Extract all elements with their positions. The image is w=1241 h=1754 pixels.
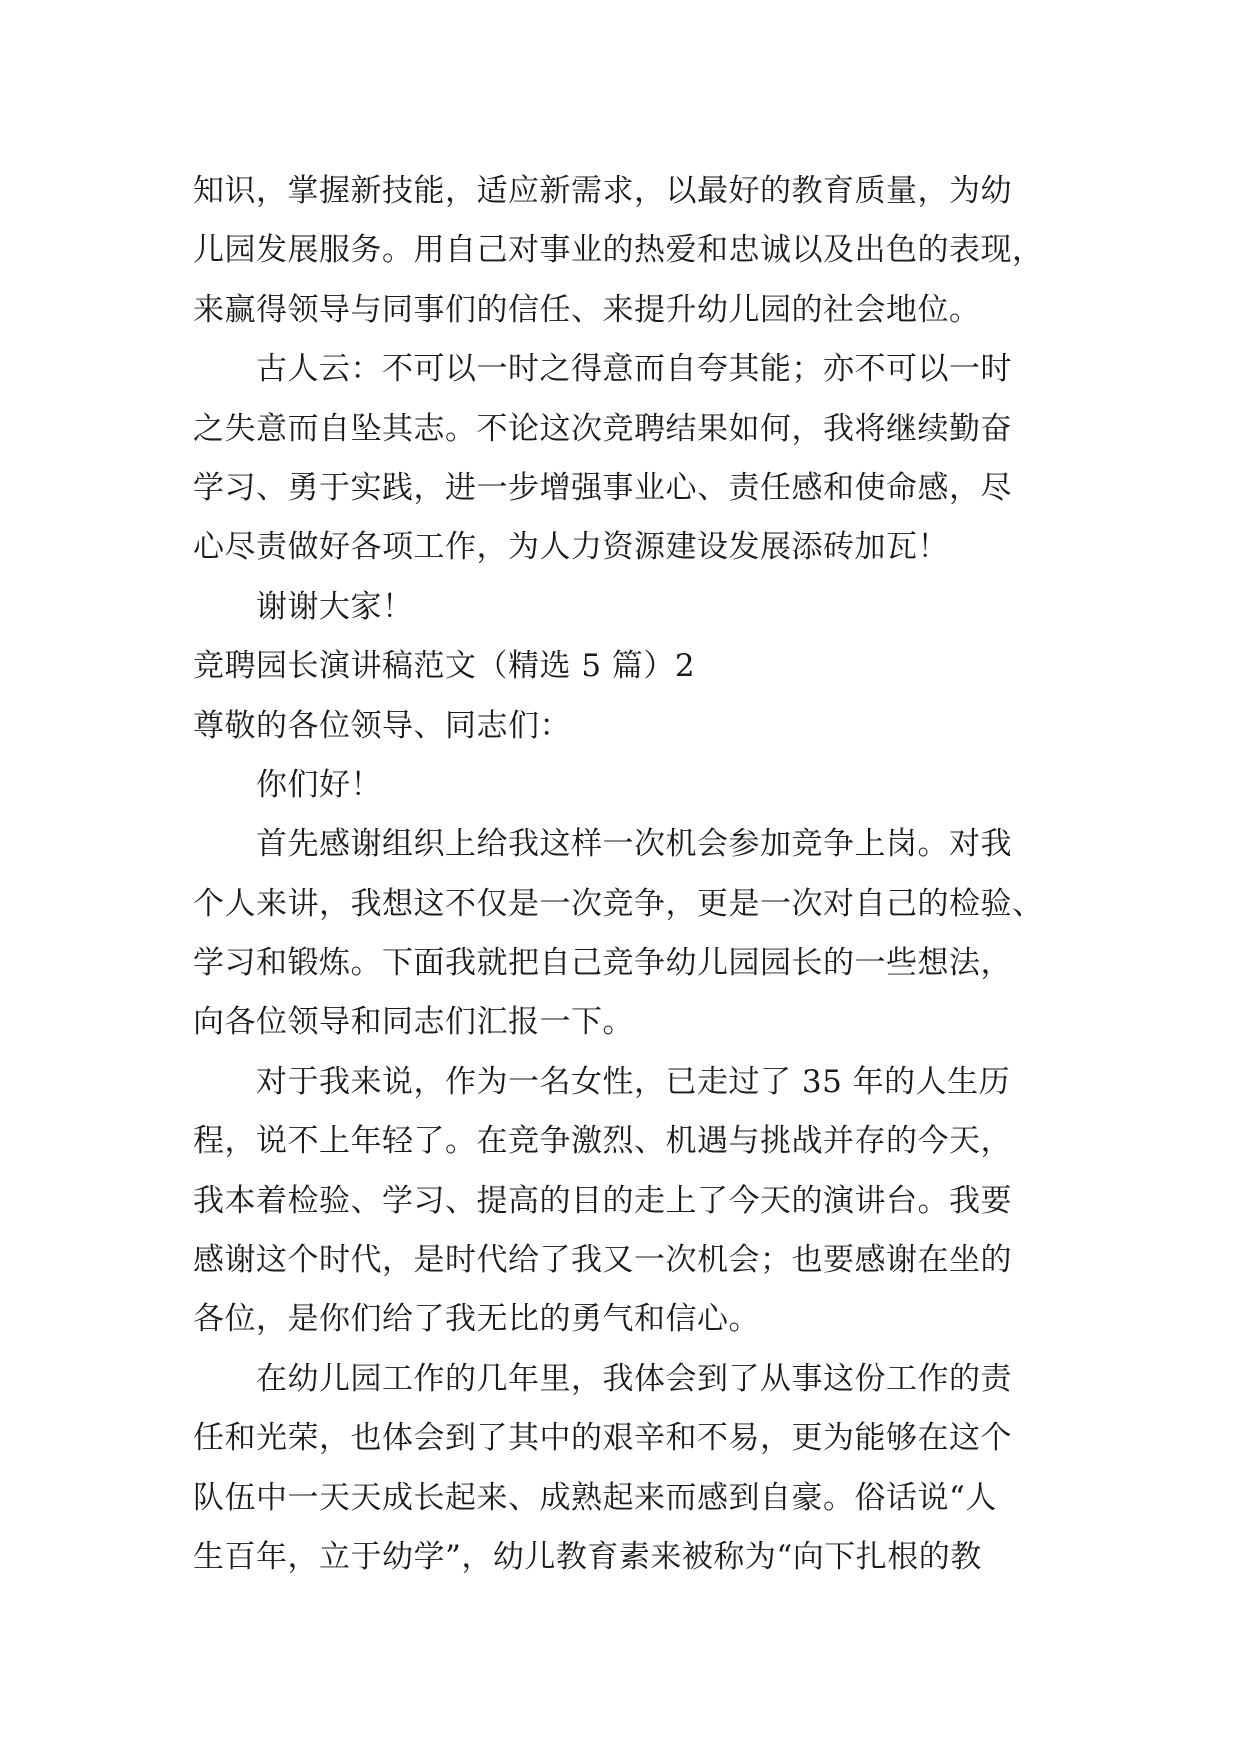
greeting: 你们好！ (256, 766, 382, 803)
text-line: 儿园发展服务。用自己对事业的热爱和忠诚以及出色的表现， (193, 232, 1044, 269)
salutation: 尊敬的各位领导、同志们： (193, 707, 571, 744)
text-line: 心尽责做好各项工作，为人力资源建设发展添砖加瓦！ (193, 529, 949, 566)
document-body (193, 162, 1093, 1587)
text-line: 生百年，立于幼学”，幼儿教育素来被称为“向下扎根的教 (193, 1538, 982, 1575)
paragraph-start-line: 古人云：不可以一时之得意而自夸其能；亦不可以一时 (256, 351, 1012, 388)
text-line: 任和光荣，也体会到了其中的艰辛和不易，更为能够在这个 (193, 1420, 1012, 1457)
paragraph-start-line: 在幼儿园工作的几年里，我体会到了从事这份工作的责 (256, 1360, 1012, 1397)
text-line: 学习和锻炼。下面我就把自己竞争幼儿园园长的一些想法， (193, 945, 1012, 982)
text-line: 个人来讲，我想这不仅是一次竞争，更是一次对自己的检验、 (193, 885, 1044, 922)
text-line: 之失意而自坠其志。不论这次竞聘结果如何，我将继续勤奋 (193, 410, 1012, 447)
text-line: 程，说不上年轻了。在竞争激烈、机遇与挑战并存的今天， (193, 1123, 1012, 1160)
closing-thanks: 谢谢大家！ (256, 588, 414, 625)
text-line: 队伍中一天天成长起来、成熟起来而感到自豪。俗话说“人 (193, 1479, 997, 1516)
section-heading: 竞聘园长演讲稿范文（精选 5 篇）2 (193, 648, 696, 685)
text-line: 我本着检验、学习、提高的目的走上了今天的演讲台。我要 (193, 1182, 1012, 1219)
text-line: 学习、勇于实践，进一步增强事业心、责任感和使命感，尽 (193, 469, 1012, 506)
text-line: 感谢这个时代，是时代给了我又一次机会；也要感谢在坐的 (193, 1242, 1012, 1279)
paragraph-start-line: 首先感谢组织上给我这样一次机会参加竞争上岗。对我 (256, 826, 1012, 863)
text-line: 知识，掌握新技能，适应新需求，以最好的教育质量，为幼 (193, 173, 1012, 209)
paragraph-start-line: 对于我来说，作为一名女性，已走过了 35 年的人生历 (256, 1063, 1011, 1100)
text-line: 向各位领导和同志们汇报一下。 (193, 1004, 634, 1041)
text-line: 各位，是你们给了我无比的勇气和信心。 (193, 1301, 760, 1338)
text-line: 来赢得领导与同事们的信任、来提升幼儿园的社会地位。 (193, 291, 981, 328)
